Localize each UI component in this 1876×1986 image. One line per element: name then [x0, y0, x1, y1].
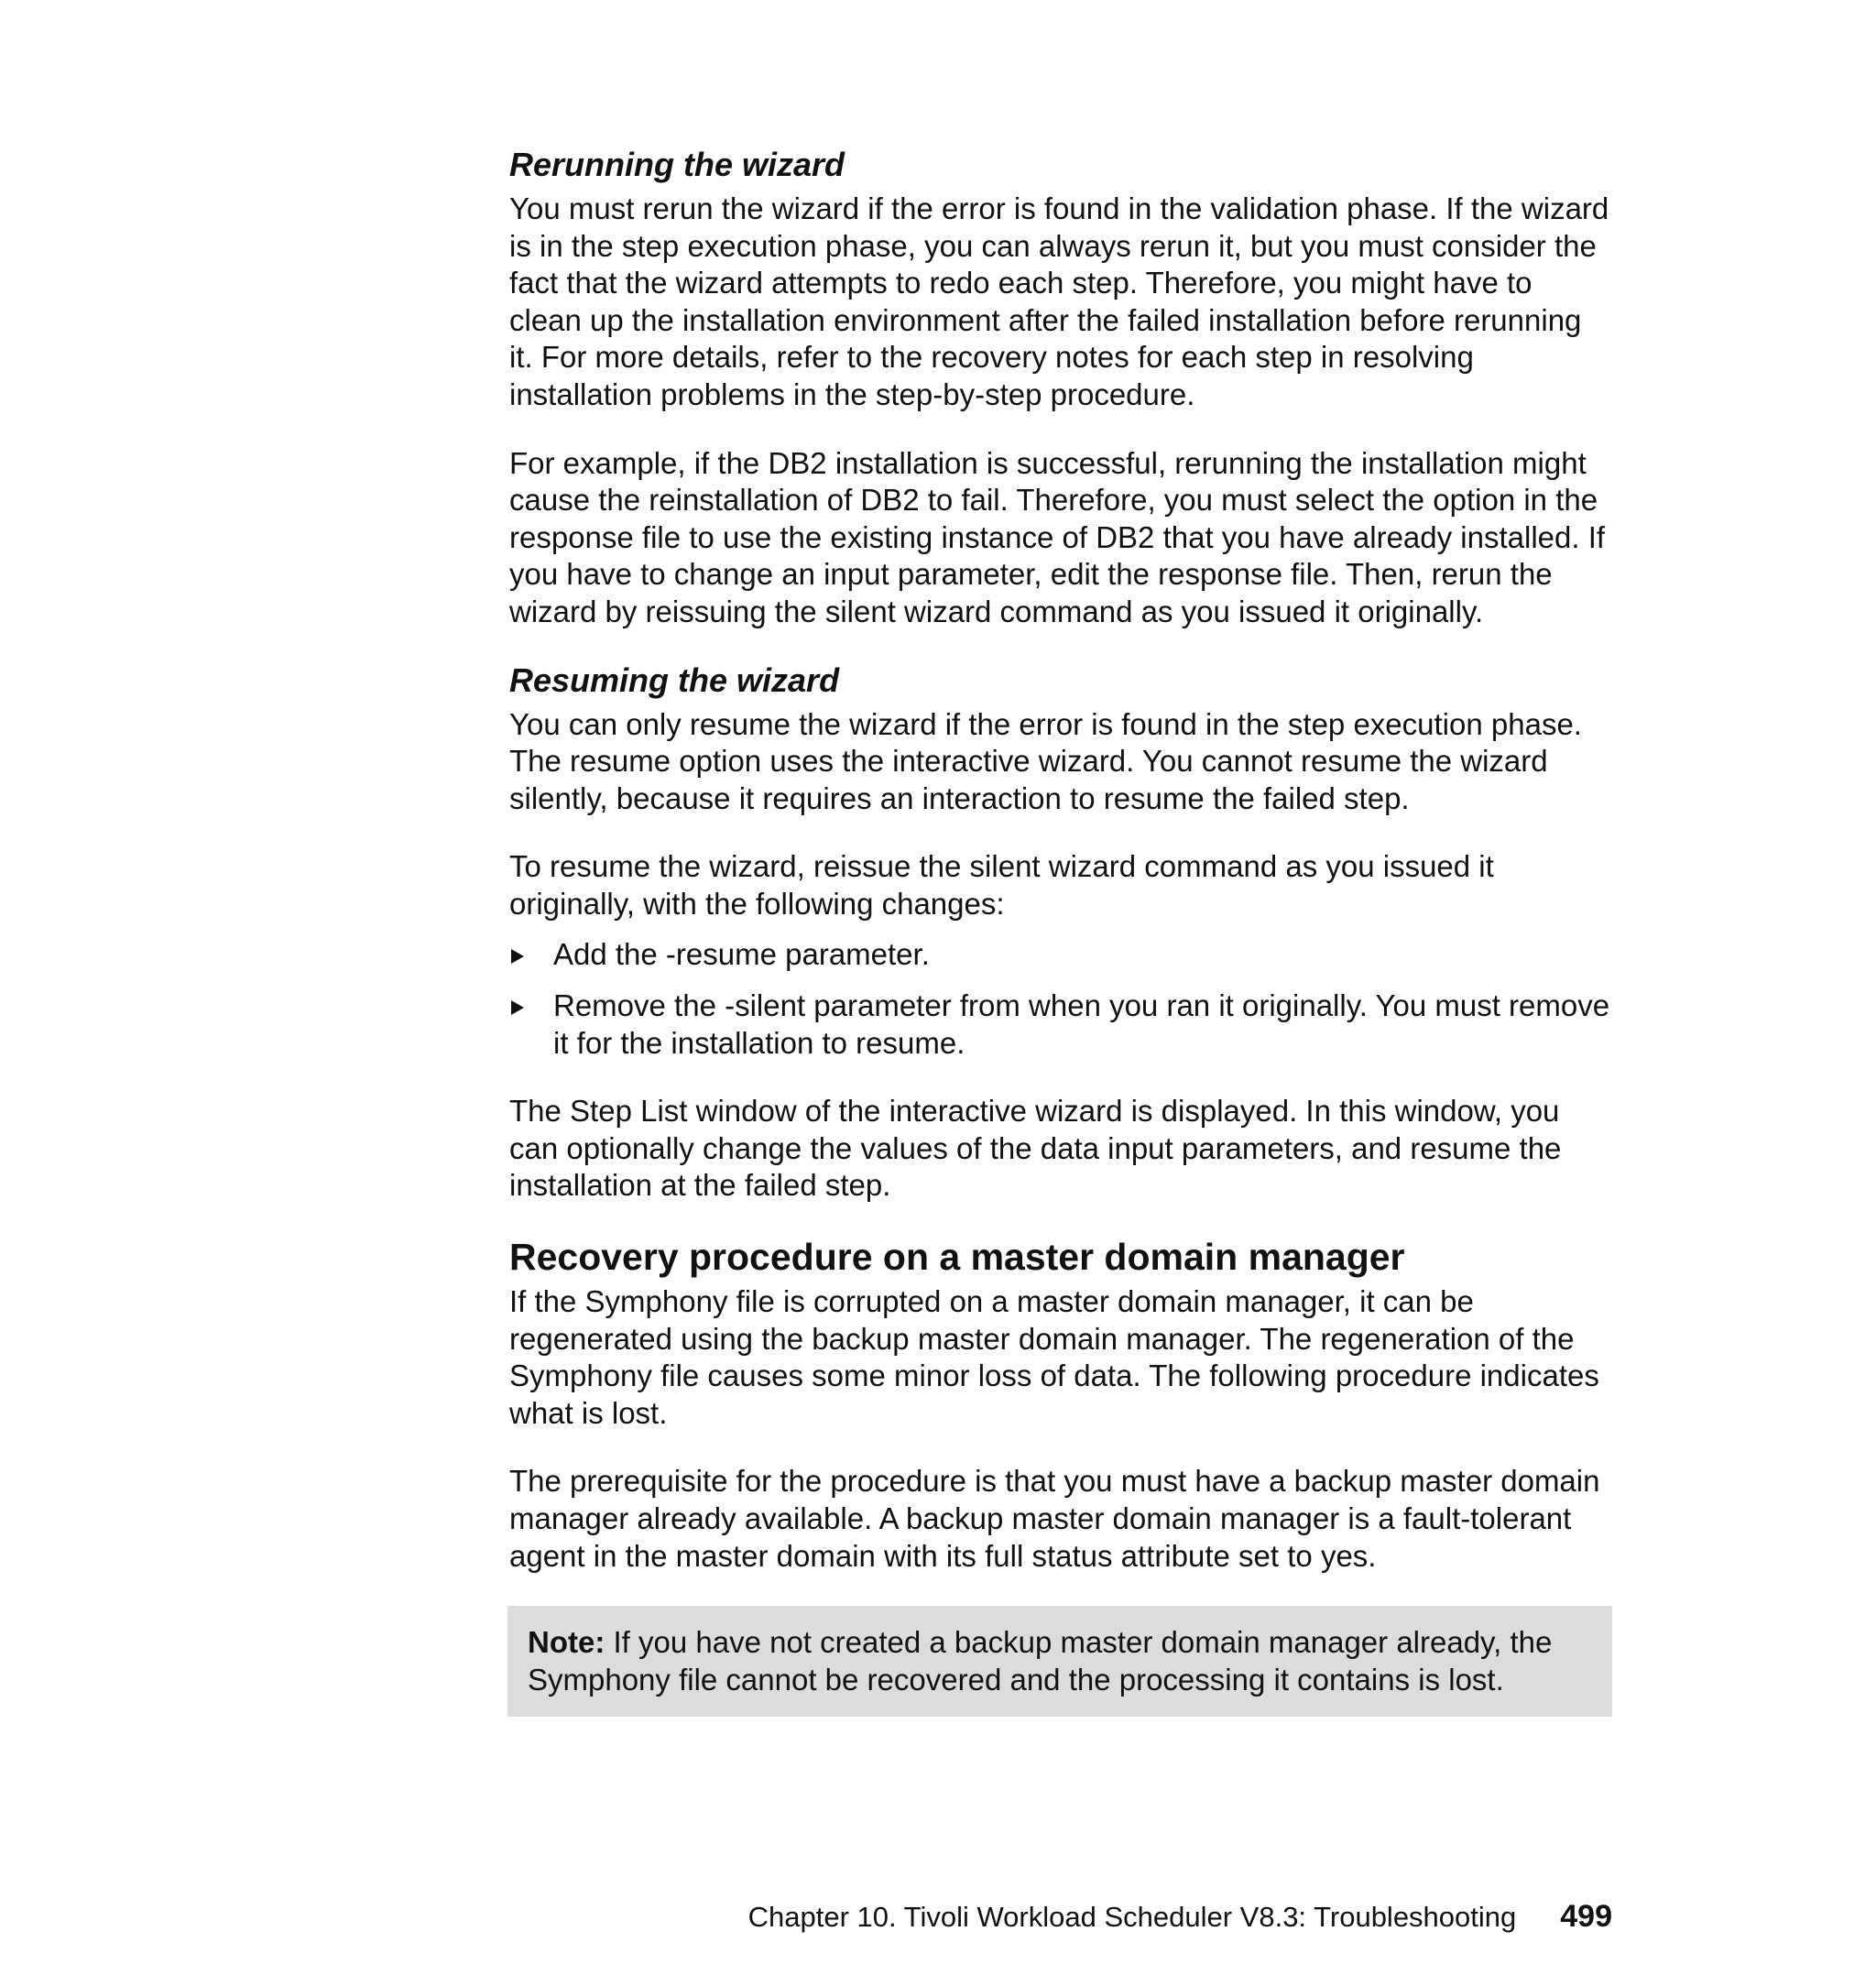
heading-rerunning-wizard: Rerunning the wizard	[509, 146, 845, 183]
recovery-paragraph-1: If the Symphony file is corrupted on a master domain manager, it can be regenerated using the backup master domain manager. The regeneration of the Symphony file causes some minor loss of data. The following procedure indicates what is lost.	[509, 1284, 1599, 1430]
note-label: Note:	[528, 1625, 605, 1660]
note-text: If you have not created a backup master domain manager already, the Symphony file cannot be recovered and the processing it contains is lost.	[528, 1625, 1553, 1697]
heading-resuming-wizard: Resuming the wizard	[509, 660, 840, 699]
page-footer	[748, 1898, 1612, 1936]
resuming-paragraph-1: You can only resume the wizard if the error is found in the step execution phase. The resume option uses the interactive wizard. You cannot resume the wizard silently, because it requires an interaction to resume the failed step.	[509, 706, 1582, 815]
list-item-text: Remove the -silent parameter from when you ran it originally. You must remove it for the installation to resume.	[553, 988, 1610, 1060]
footer-chapter-title: Chapter 10. Tivoli Workload Scheduler V8.3: Troubleshooting	[747, 1901, 1517, 1933]
recovery-paragraph-2: The prerequisite for the procedure is that you must have a backup master domain manager already available. A backup master domain manager is a fault-tolerant agent in the master domain with its full status attribute set to yes.	[509, 1464, 1600, 1573]
note-paragraph	[528, 1624, 1592, 1698]
list-item-text: Add the -resume parameter.	[553, 936, 930, 971]
resume-changes-list	[509, 936, 1612, 1063]
list-item	[509, 936, 1612, 974]
resuming-paragraph-2: To resume the wizard, reissue the silent wizard command as you issued it originally, with the following changes:	[509, 849, 1494, 921]
heading-recovery-procedure: Recovery procedure on a master domain manager	[509, 1236, 1405, 1279]
rerunning-paragraph-2: For example, if the DB2 installation is successful, rerunning the installation might cause the reinstallation of DB2 to fail. Therefore, you must select the option in the response file to use the existing instance of DB2 that you have already installed. If you have to change an input parameter, edit the response file. Then, rerun the wizard by reissuing the silent wizard command as you issued it originally.	[509, 445, 1606, 628]
page-number: 499	[1560, 1899, 1612, 1934]
triangle-bullet-icon	[511, 949, 524, 964]
resuming-paragraph-3: The Step List window of the interactive wizard is displayed. In this window, you can optionally change the values of the data input parameters, and resume the installation at the failed step.	[509, 1094, 1562, 1203]
list-item	[509, 988, 1612, 1062]
triangle-bullet-icon	[511, 1000, 524, 1015]
note-box	[507, 1606, 1612, 1717]
page-content	[509, 145, 1612, 1717]
rerunning-paragraph-1: You must rerun the wizard if the error is found in the validation phase. If the wizard is in the step execution phase, you can always rerun it, but you must consider the fact that the wizard attempts to redo each step. Therefore, you might have to clean up the installation environment after the failed installation before rerunning it. For more details, refer to the recovery notes for each step in resolving installation problems in the step-by-step procedure.	[509, 191, 1609, 411]
